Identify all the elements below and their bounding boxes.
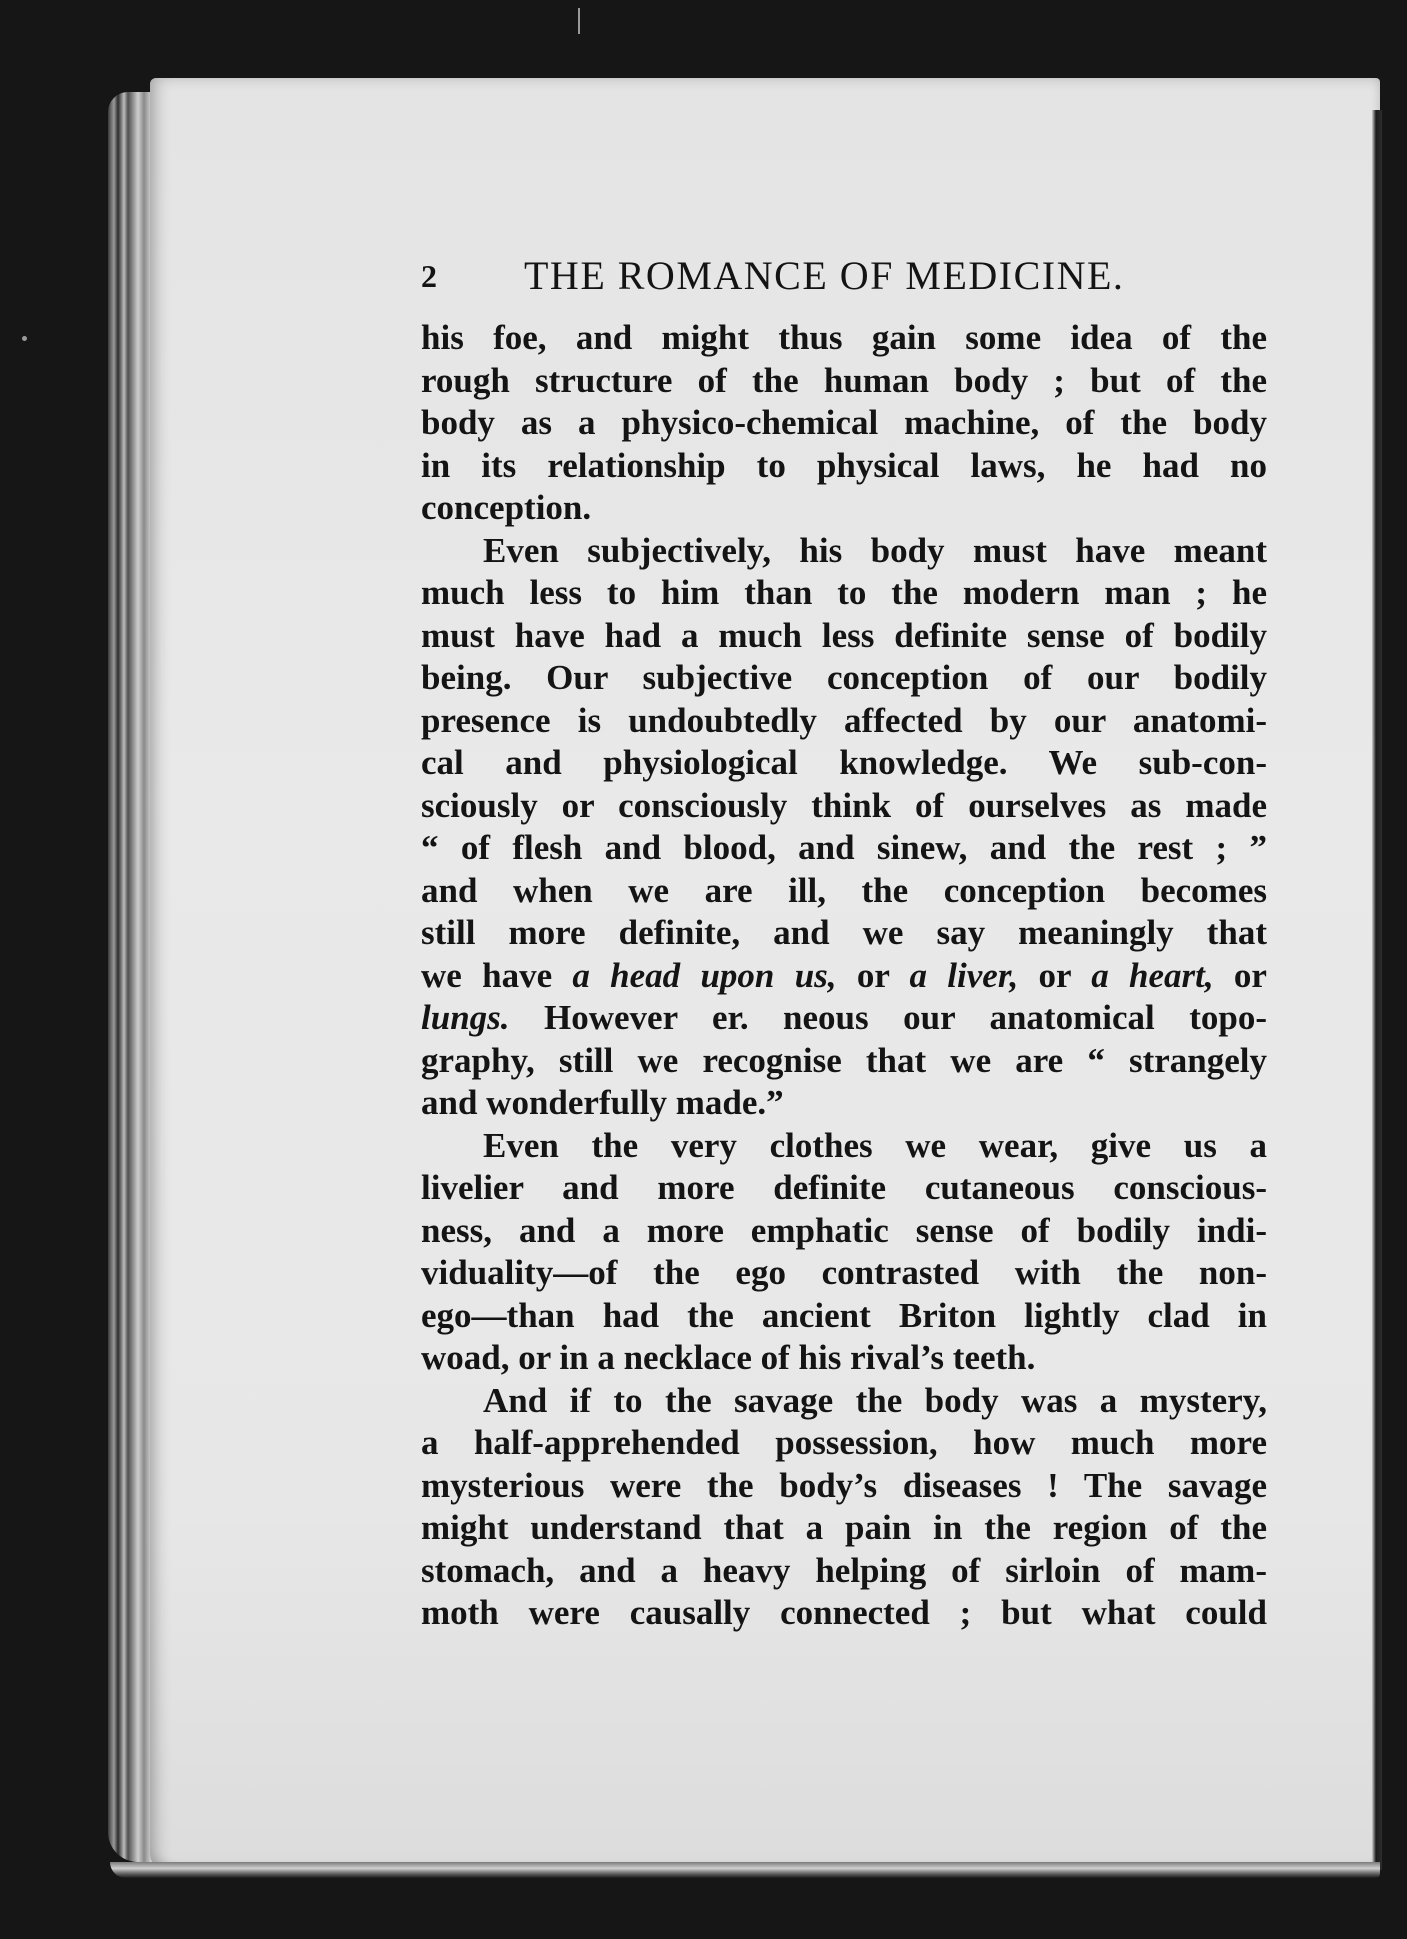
text-line: must have had a much less definite sense of bodily bbox=[421, 615, 1267, 655]
text-run: or bbox=[836, 955, 910, 995]
text-line: presence is undoubtedly affected by our anatomi- bbox=[421, 700, 1267, 740]
italic-run: a head upon us, bbox=[572, 955, 837, 995]
text-run: we have bbox=[421, 955, 573, 995]
text-line-italic bbox=[421, 955, 1267, 998]
text-line: mysterious were the body’s diseases ! The savage bbox=[421, 1465, 1267, 1505]
body-text bbox=[421, 317, 1267, 1635]
italic-run: lungs. bbox=[421, 998, 510, 1037]
paragraph bbox=[421, 1380, 1267, 1635]
scan-mark bbox=[578, 8, 580, 34]
text-line: Even subjectively, his body must have meant bbox=[483, 530, 1267, 570]
book-edge-bottom bbox=[110, 1862, 1380, 1878]
text-run: However er. neous our anatomical topo- bbox=[509, 998, 1267, 1037]
text-line: moth were causally connected ; but what could bbox=[421, 1593, 1267, 1632]
text-line: conception. bbox=[421, 488, 592, 527]
text-line: ness, and a more emphatic sense of bodily indi- bbox=[421, 1210, 1267, 1250]
text-line: ego—than had the ancient Briton lightly clad in bbox=[421, 1295, 1267, 1335]
paragraph bbox=[421, 317, 1267, 530]
paragraph bbox=[421, 530, 1267, 1125]
italic-run: a heart, bbox=[1091, 955, 1214, 995]
text-line: a half-apprehended possession, how much more bbox=[421, 1423, 1267, 1462]
text-line: and when we are ill, the conception becomes bbox=[421, 870, 1267, 910]
book-title: THE ROMANCE OF MEDICINE. bbox=[524, 253, 1125, 298]
text-line: might understand that a pain in the region of the bbox=[421, 1508, 1267, 1547]
text-line: woad, or in a necklace of his rival’s teeth. bbox=[421, 1338, 1036, 1377]
text-line: stomach, and a heavy helping of sirloin of mam- bbox=[421, 1550, 1267, 1590]
page-number: 2 bbox=[421, 258, 439, 294]
paragraph bbox=[421, 1125, 1267, 1380]
text-line-italic bbox=[421, 997, 1267, 1040]
book-edge-right bbox=[1372, 110, 1382, 1870]
text-line: still more definite, and we say meaningly that bbox=[421, 913, 1267, 952]
text-line: sciously or consciously think of ourselves as made bbox=[421, 785, 1267, 825]
text-line: rough structure of the human body ; but of the bbox=[421, 360, 1267, 400]
text-line: body as a physico-chemical machine, of the body bbox=[421, 403, 1267, 442]
text-line: Even the very clothes we wear, give us a bbox=[483, 1125, 1267, 1165]
text-line: much less to him than to the modern man ; he bbox=[421, 573, 1267, 612]
text-line: “ of flesh and blood, and sinew, and the rest ; ” bbox=[421, 828, 1267, 867]
text-line: viduality—of the ego contrasted with the non- bbox=[421, 1253, 1267, 1292]
text-line: livelier and more definite cutaneous conscious- bbox=[421, 1168, 1267, 1207]
text-line: graphy, still we recognise that we are “ strangely bbox=[421, 1040, 1267, 1080]
text-line: and wonderfully made.” bbox=[421, 1083, 784, 1122]
text-line: And if to the savage the body was a mystery, bbox=[483, 1380, 1267, 1420]
text-line: cal and physiological knowledge. We sub-con- bbox=[421, 743, 1267, 782]
text-run: or bbox=[1018, 955, 1092, 995]
scan-mark bbox=[22, 336, 27, 341]
text-line: in its relationship to physical laws, he had no bbox=[421, 445, 1267, 485]
running-head bbox=[421, 254, 1267, 298]
text-run: or bbox=[1213, 955, 1267, 995]
text-line: his foe, and might thus gain some idea of the bbox=[421, 318, 1267, 357]
text-line: being. Our subjective conception of our bodily bbox=[421, 658, 1267, 697]
italic-run: a liver, bbox=[909, 955, 1019, 995]
